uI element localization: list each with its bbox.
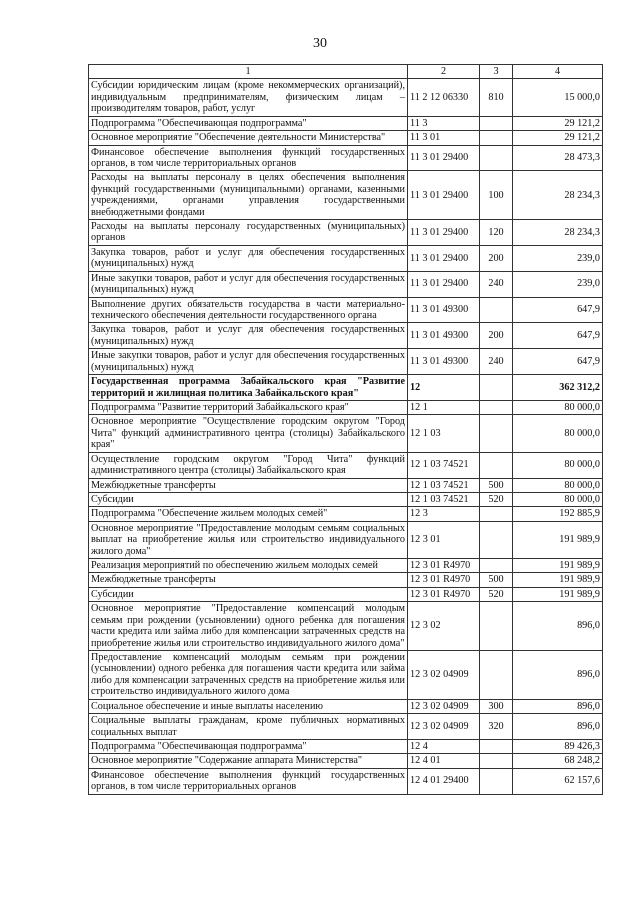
- row-group: 200: [480, 323, 513, 349]
- row-name: Государственная программа Забайкальского края "Развитие территорий и жилищная политика Забайкальского края": [89, 375, 408, 401]
- row-amount: 68 248,2: [513, 754, 603, 768]
- row-code: 11 3 01 49300: [408, 349, 480, 375]
- row-code: 12 1 03 74521: [408, 452, 480, 478]
- row-group: 300: [480, 699, 513, 713]
- row-amount: 647,9: [513, 297, 603, 323]
- row-group: [480, 145, 513, 171]
- budget-table: [88, 64, 603, 795]
- row-name: Выполнение других обязательств государства в части материально-технического обеспечения деятельности государственного органа: [89, 297, 408, 323]
- row-group: [480, 754, 513, 768]
- row-amount: 15 000,0: [513, 79, 603, 116]
- table-row: [89, 739, 603, 753]
- row-group: [480, 739, 513, 753]
- header-col-name: 1: [89, 65, 408, 79]
- row-group: [480, 297, 513, 323]
- table-row: [89, 602, 603, 651]
- header-col-amount: 4: [513, 65, 603, 79]
- row-name: Иные закупки товаров, работ и услуг для обеспечения государственных (муниципальных) нужд: [89, 349, 408, 375]
- header-col-code: 2: [408, 65, 480, 79]
- row-code: 11 3 01: [408, 131, 480, 145]
- row-amount: 80 000,0: [513, 400, 603, 414]
- row-amount: 80 000,0: [513, 415, 603, 452]
- row-code: 12 3 02 04909: [408, 699, 480, 713]
- row-code: 12 3 01 R4970: [408, 587, 480, 601]
- row-amount: 80 000,0: [513, 478, 603, 492]
- row-name: Иные закупки товаров, работ и услуг для обеспечения государственных (муниципальных) нужд: [89, 271, 408, 297]
- row-name: Подпрограмма "Развитие территорий Забайкальского края": [89, 400, 408, 414]
- row-name: Основное мероприятие "Осуществление городским округом "Город Чита" функций административного центра (столицы) Забайкальского края": [89, 415, 408, 452]
- table-row: [89, 375, 603, 401]
- row-amount: 80 000,0: [513, 492, 603, 506]
- row-code: 11 3 01 29400: [408, 271, 480, 297]
- row-group: [480, 131, 513, 145]
- header-row: [89, 65, 603, 79]
- row-group: 240: [480, 271, 513, 297]
- table-row: [89, 492, 603, 506]
- row-name: Предоставление компенсаций молодым семьям при рождении (усыновлении) одного ребенка для погашения части кредита или займа либо для компенсации затраченных средств на приобретение жилья или строительство индивидуального жилого дома: [89, 650, 408, 699]
- row-code: 11 2 12 06330: [408, 79, 480, 116]
- row-group: [480, 116, 513, 130]
- table-row: [89, 754, 603, 768]
- row-group: 120: [480, 220, 513, 246]
- row-name: Подпрограмма "Обеспечивающая подпрограмма": [89, 739, 408, 753]
- row-group: 500: [480, 478, 513, 492]
- table-row: [89, 145, 603, 171]
- row-code: 12 4 01: [408, 754, 480, 768]
- row-group: [480, 400, 513, 414]
- table-row: [89, 271, 603, 297]
- row-amount: 191 989,9: [513, 573, 603, 587]
- row-name: Социальное обеспечение и иные выплаты населению: [89, 699, 408, 713]
- row-code: 12 3 01 R4970: [408, 573, 480, 587]
- table-row: [89, 171, 603, 220]
- row-amount: 191 989,9: [513, 559, 603, 573]
- row-code: 12 1: [408, 400, 480, 414]
- row-code: 11 3 01 29400: [408, 220, 480, 246]
- row-code: 12 4: [408, 739, 480, 753]
- row-name: Социальные выплаты гражданам, кроме публичных нормативных социальных выплат: [89, 714, 408, 740]
- row-code: 12 1 03 74521: [408, 478, 480, 492]
- row-name: Реализация мероприятий по обеспечению жильем молодых семей: [89, 559, 408, 573]
- row-name: Подпрограмма "Обеспечение жильем молодых семей": [89, 507, 408, 521]
- row-name: Закупка товаров, работ и услуг для обеспечения государственных (муниципальных) нужд: [89, 245, 408, 271]
- table-row: [89, 478, 603, 492]
- row-name: Финансовое обеспечение выполнения функций государственных органов, в том числе территориальных органов: [89, 768, 408, 794]
- row-code: 12 3 01 R4970: [408, 559, 480, 573]
- table-row: [89, 699, 603, 713]
- row-group: [480, 452, 513, 478]
- table-row: [89, 245, 603, 271]
- row-name: Подпрограмма "Обеспечивающая подпрограмма": [89, 116, 408, 130]
- row-amount: 28 234,3: [513, 220, 603, 246]
- row-group: [480, 507, 513, 521]
- row-name: Финансовое обеспечение выполнения функций государственных органов, в том числе территориальных органов: [89, 145, 408, 171]
- row-code: 12 3 02 04909: [408, 714, 480, 740]
- row-amount: 239,0: [513, 245, 603, 271]
- table-row: [89, 650, 603, 699]
- row-group: 810: [480, 79, 513, 116]
- row-group: [480, 415, 513, 452]
- row-amount: 62 157,6: [513, 768, 603, 794]
- table-row: [89, 349, 603, 375]
- row-group: 520: [480, 587, 513, 601]
- row-amount: 191 989,9: [513, 521, 603, 558]
- row-amount: 362 312,2: [513, 375, 603, 401]
- row-name: Расходы на выплаты персоналу в целях обеспечения выполнения функций государственными (муниципальными) органами, казенными учреждениями, органами управления государственными внебюджетными фондами: [89, 171, 408, 220]
- row-group: 240: [480, 349, 513, 375]
- row-amount: 896,0: [513, 714, 603, 740]
- row-amount: 89 426,3: [513, 739, 603, 753]
- row-code: 12 3 02 04909: [408, 650, 480, 699]
- row-amount: 647,9: [513, 349, 603, 375]
- row-group: 100: [480, 171, 513, 220]
- row-group: 500: [480, 573, 513, 587]
- row-code: 11 3 01 29400: [408, 245, 480, 271]
- row-name: Основное мероприятие "Содержание аппарата Министерства": [89, 754, 408, 768]
- table-row: [89, 323, 603, 349]
- row-amount: 191 989,9: [513, 587, 603, 601]
- table-row: [89, 297, 603, 323]
- table-row: [89, 714, 603, 740]
- row-name: Осуществление городским округом "Город Чита" функций административного центра (столицы) Забайкальского края: [89, 452, 408, 478]
- table-row: [89, 131, 603, 145]
- row-group: [480, 602, 513, 651]
- row-code: 12 3 01: [408, 521, 480, 558]
- budget-table-body: [89, 65, 603, 795]
- row-amount: 29 121,2: [513, 131, 603, 145]
- row-amount: 896,0: [513, 699, 603, 713]
- row-name: Основное мероприятие "Обеспечение деятельности Министерства": [89, 131, 408, 145]
- table-row: [89, 768, 603, 794]
- row-name: Субсидии юридическим лицам (кроме некоммерческих организаций), индивидуальным предпринимателям, физическим лицам – производителям товаров, работ, услуг: [89, 79, 408, 116]
- table-row: [89, 79, 603, 116]
- row-group: 320: [480, 714, 513, 740]
- row-amount: 29 121,2: [513, 116, 603, 130]
- row-group: [480, 768, 513, 794]
- row-code: 12 3: [408, 507, 480, 521]
- row-amount: 192 885,9: [513, 507, 603, 521]
- row-amount: 239,0: [513, 271, 603, 297]
- row-name: Основное мероприятие "Предоставление компенсаций молодым семьям при рождении (усыновлении) одного ребенка для погашения части кредита или займа либо для компенсации затраченных средств на приобретение жилья или строительство индивидуального жилого дома": [89, 602, 408, 651]
- row-amount: 28 234,3: [513, 171, 603, 220]
- row-code: 12 1 03 74521: [408, 492, 480, 506]
- row-name: Закупка товаров, работ и услуг для обеспечения государственных (муниципальных) нужд: [89, 323, 408, 349]
- row-code: 11 3 01 29400: [408, 145, 480, 171]
- table-row: [89, 415, 603, 452]
- row-code: 11 3 01 49300: [408, 297, 480, 323]
- page-number: 30: [313, 36, 327, 51]
- row-group: [480, 521, 513, 558]
- table-row: [89, 573, 603, 587]
- row-code: 12: [408, 375, 480, 401]
- row-group: 520: [480, 492, 513, 506]
- row-code: 11 3 01 49300: [408, 323, 480, 349]
- row-amount: 647,9: [513, 323, 603, 349]
- row-amount: 80 000,0: [513, 452, 603, 478]
- row-amount: 896,0: [513, 602, 603, 651]
- table-row: [89, 559, 603, 573]
- table-row: [89, 400, 603, 414]
- row-code: 12 1 03: [408, 415, 480, 452]
- row-amount: 896,0: [513, 650, 603, 699]
- row-code: 12 3 02: [408, 602, 480, 651]
- row-group: [480, 559, 513, 573]
- table-row: [89, 587, 603, 601]
- header-col-group: 3: [480, 65, 513, 79]
- row-code: 11 3 01 29400: [408, 171, 480, 220]
- row-amount: 28 473,3: [513, 145, 603, 171]
- row-group: [480, 375, 513, 401]
- row-name: Основное мероприятие "Предоставление молодым семьям социальных выплат на приобретение жилья или строительство индивидуального жилого дома": [89, 521, 408, 558]
- row-name: Межбюджетные трансферты: [89, 573, 408, 587]
- table-row: [89, 452, 603, 478]
- row-name: Субсидии: [89, 492, 408, 506]
- row-group: [480, 650, 513, 699]
- row-group: 200: [480, 245, 513, 271]
- table-row: [89, 116, 603, 130]
- row-code: 11 3: [408, 116, 480, 130]
- table-row: [89, 507, 603, 521]
- row-code: 12 4 01 29400: [408, 768, 480, 794]
- table-row: [89, 220, 603, 246]
- row-name: Субсидии: [89, 587, 408, 601]
- row-name: Расходы на выплаты персоналу государственных (муниципальных) органов: [89, 220, 408, 246]
- table-row: [89, 521, 603, 558]
- row-name: Межбюджетные трансферты: [89, 478, 408, 492]
